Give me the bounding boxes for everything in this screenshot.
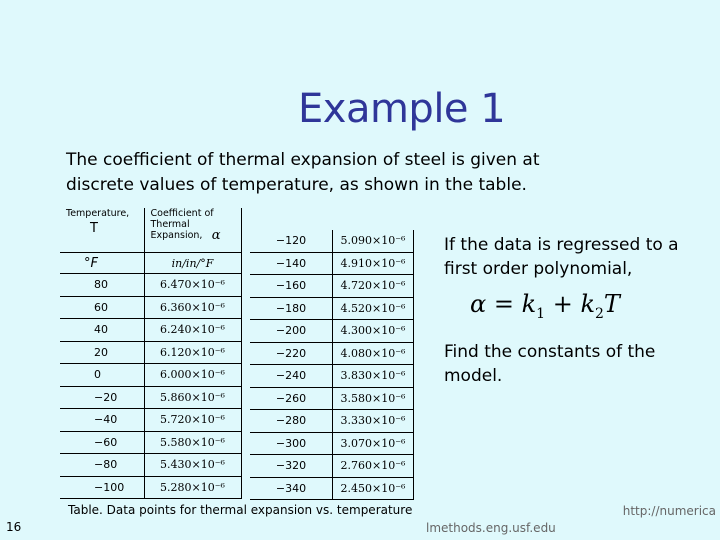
coefficient-cell: 3.580×10⁻⁶ [333, 387, 414, 410]
coefficient-cell: 5.280×10⁻⁶ [144, 476, 241, 499]
table-row [250, 432, 414, 455]
temperature-cell: −300 [250, 432, 333, 455]
header-coefficient-label: Coefficient of Thermal Expansion, [150, 208, 214, 241]
coefficient-cell: 5.580×10⁻⁶ [144, 431, 241, 454]
caption-label: Table. [68, 503, 103, 517]
coefficient-cell: 5.090×10⁻⁶ [333, 230, 414, 252]
intro-paragraph: The coefficient of thermal expansion of steel is given at discrete values of temperature, as shown in the table. [66, 150, 540, 195]
table-row [60, 341, 241, 364]
header-temperature: Temperature, T [60, 208, 144, 253]
temperature-cell: −140 [250, 252, 333, 275]
temperature-cell: −220 [250, 342, 333, 365]
table-row [250, 275, 414, 298]
coefficient-cell: 2.760×10⁻⁶ [333, 455, 414, 478]
table-row [60, 454, 241, 477]
temperature-cell: −240 [250, 365, 333, 388]
table-row [60, 431, 241, 454]
coefficient-cell: 4.520×10⁻⁶ [333, 297, 414, 320]
data-table-left [60, 208, 242, 499]
table-row [250, 410, 414, 433]
task-note: Find the constants of the model. [444, 342, 656, 386]
coefficient-cell: 3.830×10⁻⁶ [333, 365, 414, 388]
table-row [250, 365, 414, 388]
header-coefficient [144, 208, 241, 253]
table-right-body [250, 230, 414, 500]
temperature-cell: −340 [250, 477, 333, 500]
table-row [60, 274, 241, 297]
table-row [60, 386, 241, 409]
temperature-cell: 60 [60, 296, 144, 319]
coefficient-cell: 6.470×10⁻⁶ [144, 274, 241, 297]
temperature-cell: −100 [60, 476, 144, 499]
table-row [250, 252, 414, 275]
temperature-cell: −180 [250, 297, 333, 320]
temperature-cell: −260 [250, 387, 333, 410]
table-row [60, 476, 241, 499]
table-row [60, 364, 241, 387]
coefficient-cell: 2.450×10⁻⁶ [333, 477, 414, 500]
temperature-cell: −80 [60, 454, 144, 477]
table-row [250, 455, 414, 478]
table-caption [68, 503, 412, 517]
regression-formula: $\alpha = k_1 + k_2T$ [470, 290, 620, 322]
temperature-cell: −200 [250, 320, 333, 343]
slide-number: 16 [6, 520, 22, 534]
coefficient-cell: 5.430×10⁻⁶ [144, 454, 241, 477]
temperature-cell: −60 [60, 431, 144, 454]
coefficient-cell: 6.000×10⁻⁶ [144, 364, 241, 387]
table-row [250, 320, 414, 343]
unit-coefficient: in/in/°F [144, 253, 241, 274]
footer-url[interactable] [426, 503, 716, 537]
caption-text: Data points for thermal expansion vs. temperature [102, 503, 413, 517]
coefficient-cell: 5.860×10⁻⁶ [144, 386, 241, 409]
table-row [60, 319, 241, 342]
table-row [250, 387, 414, 410]
table-row [60, 296, 241, 319]
regression-note: If the data is regressed to a first order polynomial, [444, 235, 679, 279]
table-header-row [60, 208, 241, 253]
footer-url-line2[interactable]: lmethods.eng.usf.edu [426, 521, 556, 535]
coefficient-cell: 6.360×10⁻⁶ [144, 296, 241, 319]
temperature-cell: 80 [60, 274, 144, 297]
table-left-body [60, 274, 241, 499]
coefficient-cell: 6.120×10⁻⁶ [144, 341, 241, 364]
temperature-cell: −120 [250, 230, 333, 252]
coefficient-cell: 4.300×10⁻⁶ [333, 320, 414, 343]
table-row [250, 342, 414, 365]
coefficient-cell: 4.910×10⁻⁶ [333, 252, 414, 275]
temperature-cell: −280 [250, 410, 333, 433]
coefficient-cell: 4.720×10⁻⁶ [333, 275, 414, 298]
coefficient-cell: 5.720×10⁻⁶ [144, 409, 241, 432]
header-coefficient-symbol: α [211, 228, 221, 243]
unit-temperature: °F [60, 253, 144, 274]
coefficient-cell: 3.330×10⁻⁶ [333, 410, 414, 433]
table-row [250, 477, 414, 500]
table-unit-row [60, 253, 241, 274]
table-row [60, 409, 241, 432]
table-row [250, 230, 414, 252]
temperature-cell: 20 [60, 341, 144, 364]
temperature-cell: −20 [60, 386, 144, 409]
coefficient-cell: 4.080×10⁻⁶ [333, 342, 414, 365]
footer-url-line1[interactable]: http://numerica [622, 504, 716, 518]
slide-title: Example 1 [298, 86, 506, 132]
temperature-cell: −160 [250, 275, 333, 298]
data-table-right [250, 230, 414, 500]
temperature-cell: −40 [60, 409, 144, 432]
temperature-cell: −320 [250, 455, 333, 478]
temperature-cell: 0 [60, 364, 144, 387]
table-row [250, 297, 414, 320]
temperature-cell: 40 [60, 319, 144, 342]
coefficient-cell: 6.240×10⁻⁶ [144, 319, 241, 342]
coefficient-cell: 3.070×10⁻⁶ [333, 432, 414, 455]
